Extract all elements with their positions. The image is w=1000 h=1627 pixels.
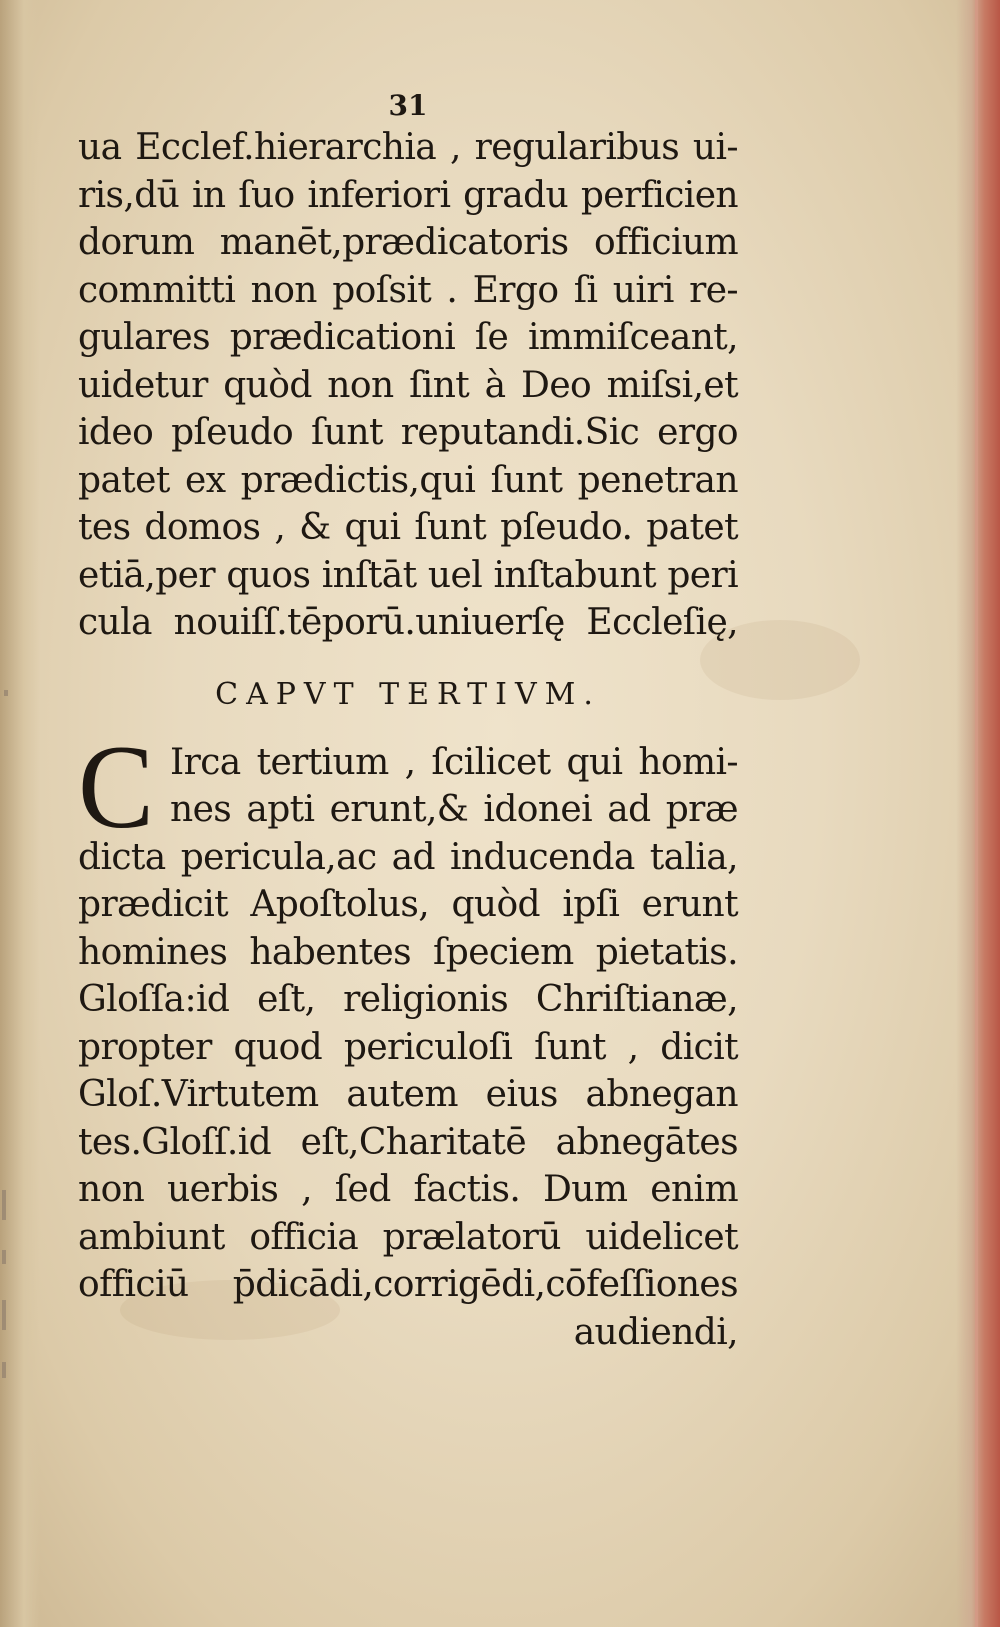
text-line: non uerbis , ſed factis. Dum enim	[78, 1169, 738, 1210]
text-line: gulares prædicationi ſe immiſceant,	[78, 317, 738, 358]
text-line: patet ex prædictis,qui ſunt penetran	[78, 459, 738, 501]
page-number: 31	[388, 89, 428, 122]
text-line: dicta pericula,ac ad inducenda talia,	[78, 836, 738, 878]
text-line: ua Ecclef.hierarchia , regularibus ui-	[78, 127, 738, 168]
text-block	[78, 88, 738, 1356]
text-line: uidetur quòd non ſint à Deo miſsi,et	[78, 364, 738, 406]
catchword: audiendi,	[573, 1311, 738, 1353]
text-line: propter quod periculoſi ſunt , dicit	[78, 1026, 738, 1068]
text-line: nes apti erunt,& idonei ad præ	[170, 789, 738, 830]
text-line: ideo pſeudo ſunt reputandi.Sic ergo	[78, 412, 738, 453]
text-line: homines habentes ſpeciem pietatis.	[78, 931, 738, 973]
paragraph-1	[78, 124, 738, 647]
text-line: prædicit Apoſtolus, quòd ipſi erunt	[78, 884, 738, 925]
text-line: officiū p̄dicādi,corrigēdi,cōfeſſiones	[78, 1264, 738, 1305]
text-line: tes.Gloſſ.id eſt,Charitatē abnegātes	[78, 1121, 738, 1163]
red-edge-line	[975, 0, 978, 1627]
margin-mark	[2, 1300, 6, 1330]
text-line: cula nouiſſ.tēporū.uniuerſę Eccleſię,	[78, 602, 738, 643]
page-gutter-shadow	[0, 0, 40, 1627]
margin-mark	[2, 1190, 6, 1220]
text-line: etiā,per quos inſtāt uel inſtabunt peri	[78, 554, 738, 596]
text-line: tes domos , & qui ſunt pſeudo. patet	[78, 507, 738, 548]
text-line: ris,dū in ſuo inferiori gradu perficien	[78, 174, 738, 216]
paragraph-2	[78, 719, 738, 1357]
text-line: Gloſſa:id eſt, religionis Chriſtianæ,	[78, 979, 738, 1020]
drop-cap-initial: C	[78, 719, 155, 853]
margin-mark	[2, 1250, 6, 1264]
text-line: Gloſ.Virtutem autem eius abnegan	[78, 1074, 738, 1115]
text-line: ambiunt officia prælatorū uidelicet	[78, 1216, 738, 1258]
text-line: Irca tertium , ſcilicet qui homi-	[170, 741, 738, 783]
margin-mark	[4, 690, 8, 696]
red-page-edge	[956, 0, 1000, 1627]
chapter-heading: CAPVT TERTIVM.	[215, 676, 601, 712]
margin-mark	[2, 1362, 6, 1378]
text-line: dorum manēt,prædicatoris officium	[78, 222, 738, 263]
text-line: committi non poſsit . Ergo ſi uiri re-	[78, 269, 738, 311]
